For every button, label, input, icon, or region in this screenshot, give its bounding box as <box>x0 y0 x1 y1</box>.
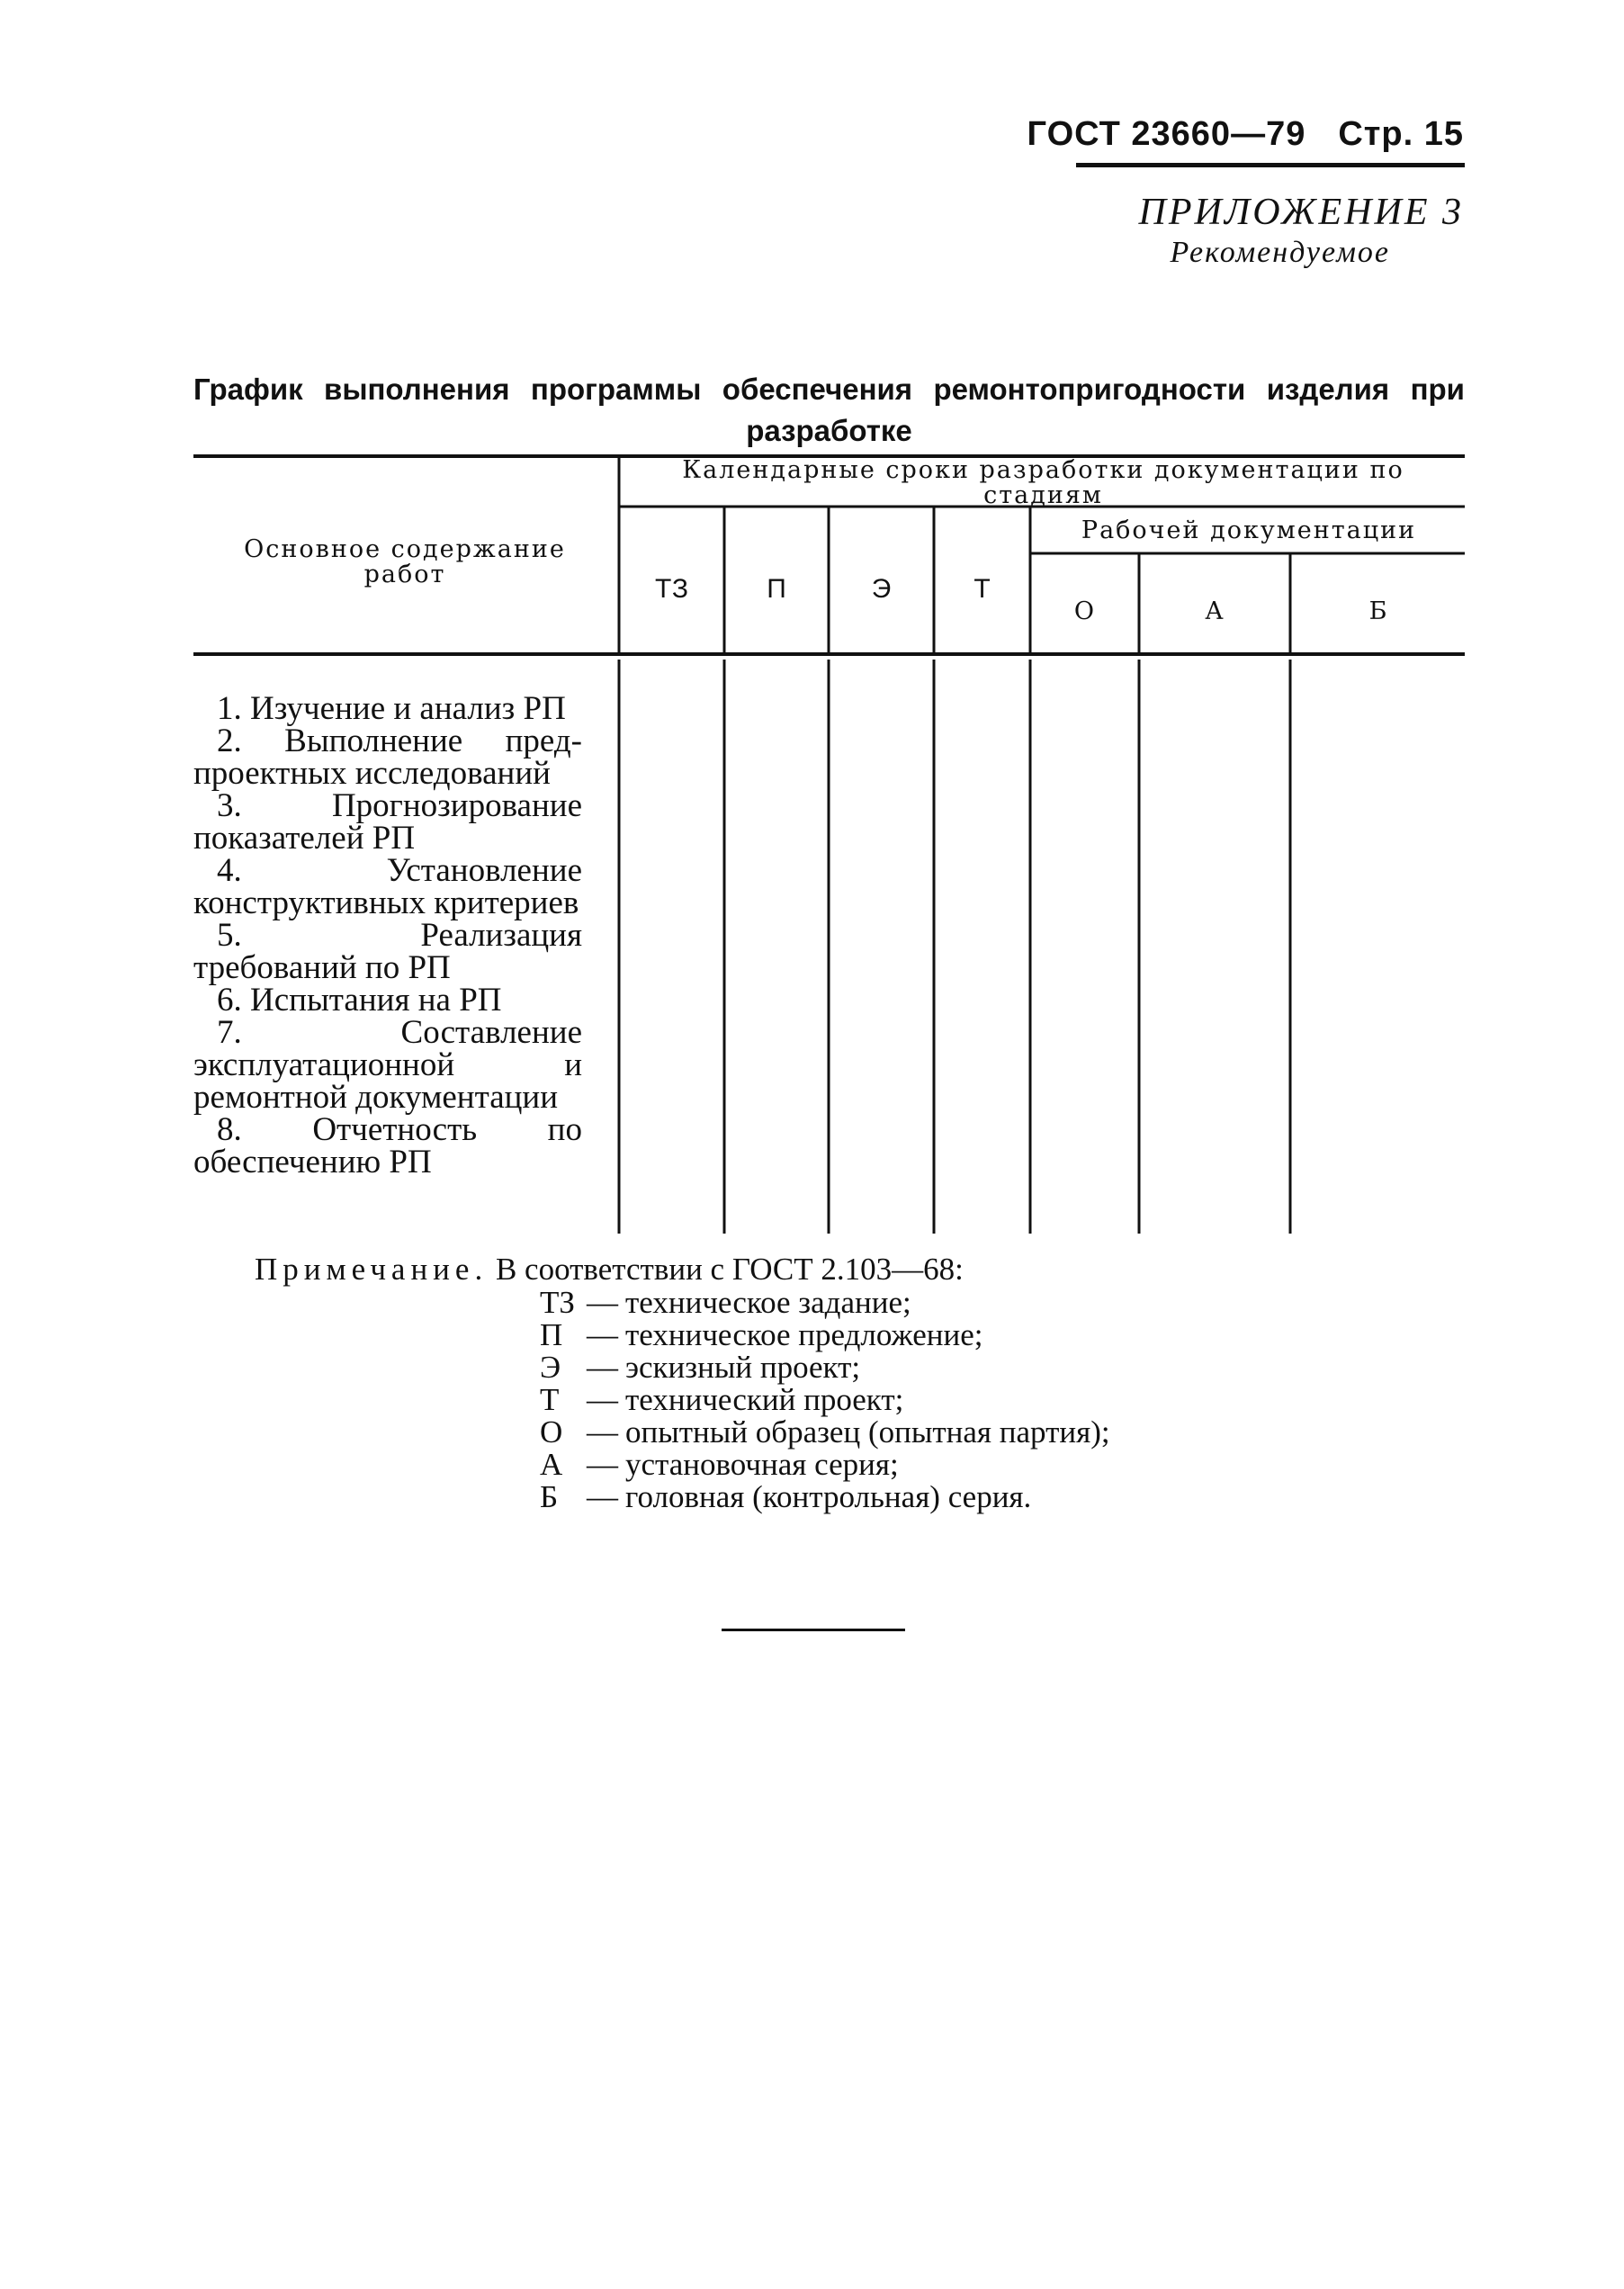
list-item: 2. Выполнение пред-проектных исследований <box>193 723 582 792</box>
note-text: В соответствии с ГОСТ 2.103—68: <box>495 1252 964 1287</box>
col-header-content: Основное содержание работ <box>244 535 566 588</box>
note <box>255 1253 964 1286</box>
list-item: 5. Реализация требований по РП <box>193 917 582 986</box>
table-title <box>193 369 1465 452</box>
table-title-line2: разработке <box>746 414 912 447</box>
col-header-b: Б <box>1368 597 1389 625</box>
list-item: 8. Отчетность по обеспечению РП <box>193 1111 582 1180</box>
appendix-status: Рекомендуемое <box>1170 236 1390 269</box>
work-items-list <box>193 690 582 1180</box>
col-header-t: Т <box>974 574 991 604</box>
col-header-e: Э <box>871 574 893 604</box>
appendix-title: ПРИЛОЖЕНИЕ 3 <box>1138 192 1464 233</box>
col-header-a: А <box>1205 597 1225 625</box>
note-lead: Примечание. <box>255 1252 489 1287</box>
list-item: 4. Установление конструктивных критериев <box>193 852 582 921</box>
definition-row: Б — головная (контрольная) серия. <box>540 1479 1032 1514</box>
definition-row: О — опытный образец (опытная партия); <box>540 1414 1110 1450</box>
definition-row: А — установочная серия; <box>540 1447 899 1482</box>
definition-row: П — техническое предложение; <box>540 1317 983 1352</box>
note-definitions <box>540 1287 1110 1513</box>
col-header-o: О <box>1073 597 1097 625</box>
definition-row: Э — эскизный проект; <box>540 1350 861 1385</box>
list-item: 1. Изучение и анализ РП <box>217 690 566 727</box>
list-item: 7. Составление эксплуатационной и ремонтной документации <box>193 1014 582 1116</box>
page-number: Стр. 15 <box>1338 115 1464 153</box>
col-header-tz: ТЗ <box>654 574 690 604</box>
col-header-group: Календарные сроки разработки документации по стадиям <box>682 456 1404 509</box>
standard-number: ГОСТ 23660—79 <box>1027 115 1306 153</box>
table-title-line1: График выполнения программы обеспечения ремонтопригодности изделия при <box>193 373 1465 406</box>
list-item: 3. Прогнозирование показателей РП <box>193 787 582 857</box>
list-item: 6. Испытания на РП <box>217 982 502 1019</box>
page-header <box>1027 115 1464 154</box>
end-rule <box>722 1629 905 1631</box>
col-header-p: П <box>767 574 787 604</box>
header-rule <box>1076 163 1465 167</box>
col-header-working-docs: Рабочей документации <box>1081 516 1417 544</box>
definition-row: Т — технический проект; <box>540 1382 904 1417</box>
definition-row: ТЗ — техническое задание; <box>540 1285 911 1320</box>
